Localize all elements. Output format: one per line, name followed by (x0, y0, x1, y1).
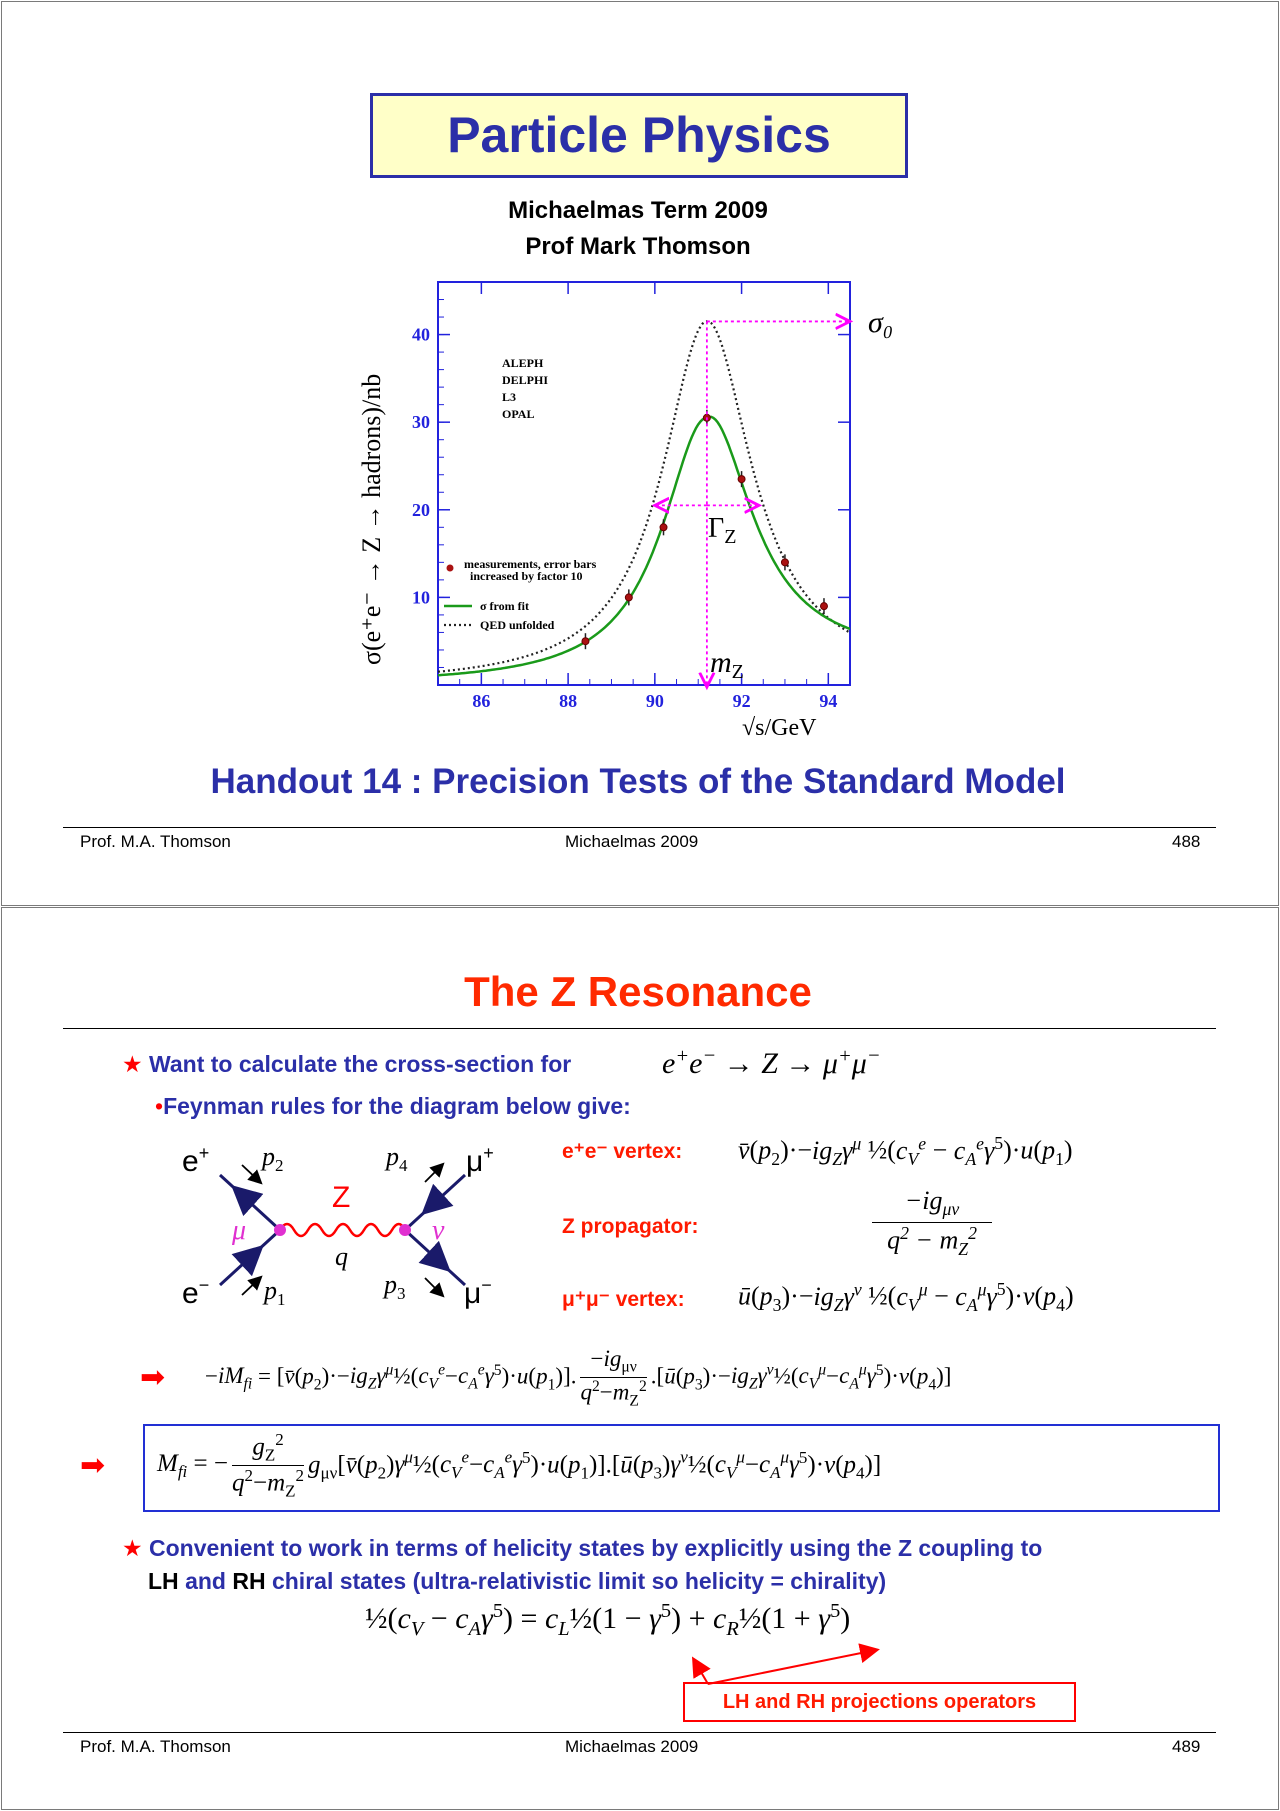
legend-measurements-2: increased by factor 10 (470, 569, 583, 583)
page-title: Particle Physics (447, 107, 831, 163)
title-box (370, 93, 908, 178)
legend-fit: σ from fit (480, 599, 529, 613)
bullet-2-line2: LH and RH chiral states (ultra-relativistic limit so helicity = chirality) (148, 1568, 887, 1594)
footer-left-2: Prof. M.A. Thomson (80, 1737, 231, 1756)
propagator-label: Z propagator: (562, 1215, 699, 1238)
svg-text:p1: $p_1$ (264, 1276, 286, 1309)
x-tick-label-92: 92 (732, 691, 751, 711)
measurement-point-4 (738, 476, 745, 483)
gammaz-label: $\Gamma_Z$ (708, 513, 737, 548)
footer-rule-2 (63, 1732, 1216, 1733)
propagator-formula: $-ig_{\mu\nu}$ $q^2 - m_Z^2$ (872, 1186, 992, 1260)
vertex-mu (274, 1224, 286, 1236)
feynman-diagram (180, 1135, 510, 1315)
footer-center-2: Michaelmas 2009 (565, 1737, 699, 1756)
mz-label: $m_Z$ (710, 646, 744, 683)
footer-rule-1 (63, 827, 1216, 828)
svg-text:e−: e− (182, 1275, 210, 1310)
x-tick-labels (472, 691, 837, 711)
boxed-formula: $M_{fi}$ = − $\frac{g_Z^2}{q^2-m_Z^2}$ $g_{\mu\nu}[v̄(p_2)\gamma^\mu\frac{1}{2}(c_V^e-c_A^e\gamma^5)\cdot u(p_1)].[ū(p_3)\gamma^\nu\frac{1}{2}(c_V^\mu-c_A^\mu\gamma^5)\cdot v(p_4)]$ (157, 1430, 882, 1501)
y-axis-label: σ(e⁺e⁻ → Z → hadrons)/nb (357, 373, 386, 665)
legend-measurements: measurements, error bars (464, 557, 597, 571)
x-tick-label-90: 90 (645, 691, 664, 711)
sub-bullet-1: •Feynman rules for the diagram below give: (155, 1093, 631, 1119)
eplus-line (220, 1175, 280, 1230)
projection-arrows (680, 1640, 900, 1686)
arrow-icon-2: ➡ (80, 1449, 106, 1482)
z-lineshape-chart (350, 275, 920, 755)
svg-text:p3: $p_3$ (384, 1270, 406, 1303)
slide2-title: The Z Resonance (464, 968, 812, 1015)
legend-point-marker (447, 565, 454, 572)
star-icon: ★ (122, 1535, 143, 1561)
projection-operators-box (683, 1682, 1076, 1722)
y-tick-label-40: 40 (412, 324, 430, 345)
experiment-aleph: ALEPH (502, 356, 544, 370)
page-number-488: 488 (1172, 832, 1201, 851)
measurement-point-1 (625, 594, 632, 601)
sigma0-label: σ₀ (868, 306, 894, 339)
arrow-icon-1: ➡ (140, 1361, 166, 1394)
x-tick-label-94: 94 (819, 691, 838, 711)
footer-center-1: Michaelmas 2009 (565, 832, 699, 851)
measurement-point-5 (781, 559, 788, 566)
y-tick-label-20: 20 (412, 499, 430, 520)
vertex-nu (399, 1224, 411, 1236)
q-label: q (335, 1242, 348, 1271)
x-axis-label: √s/GeV (742, 715, 817, 741)
page-number-489: 489 (1172, 1737, 1201, 1756)
svg-text:p4: $p_4$ (386, 1142, 408, 1175)
dot-icon: • (155, 1093, 164, 1119)
y-tick-label-30: 30 (412, 412, 430, 433)
svg-text:μ−: μ− (464, 1275, 492, 1310)
nu-index-label: ν (432, 1215, 445, 1246)
z-label: Z (332, 1181, 351, 1214)
bullet-1: ★ Want to calculate the cross-section for (122, 1051, 572, 1077)
svg-text:μ+: μ+ (466, 1143, 494, 1178)
star-icon: ★ (122, 1051, 143, 1077)
measurement-point-0 (582, 638, 589, 645)
measurement-point-6 (820, 603, 827, 610)
measurement-point-2 (660, 524, 667, 531)
chiral-decomposition-formula: $\frac{1}{2}(c_V - c_A\gamma^5)$ = $c_L\frac{1}{2}(1 - \gamma^5)$ + $c_R\frac{1}{2}(1 + \gamma^5)$ (365, 1600, 851, 1640)
projection-operators-label: LH and RH projections operators (722, 1691, 1037, 1713)
z-propagator-wave (280, 1224, 405, 1236)
y-tick-label-10: 10 (412, 587, 430, 608)
mumu-vertex-label: μ⁺μ⁻ vertex: (562, 1288, 685, 1311)
experiment-l3: L3 (502, 390, 517, 404)
ee-vertex-label: e⁺e⁻ vertex: (562, 1140, 683, 1163)
process-formula: e+e− → Z → μ+μ− (662, 1045, 881, 1080)
term-line: Michaelmas Term 2009 (508, 197, 768, 224)
handout-title: Handout 14 : Precision Tests of the Standard Model (210, 762, 1066, 801)
title-rule (63, 1028, 1216, 1029)
footer-left-1: Prof. M.A. Thomson (80, 832, 231, 851)
svg-text:e+: e+ (182, 1143, 210, 1178)
matrix-element-equation: $-iM_{fi}$ = $[v̄(p_2)\cdot-ig_Z\gamma^\mu\frac{1}{2}(c_V^e-c_A^e\gamma^5)\cdot u(p_1)]$. $-ig_{\mu\nu}$ $q^2-m_Z^2$ $.[ū(p_3)\cdot-ig_Z\gamma^\nu\frac{1}{2}(c_V^\mu-c_A^\mu\gamma^5)\cdot v(p_4)]$ (205, 1346, 952, 1409)
y-tick-labels (412, 325, 430, 608)
mu-index-label: μ (232, 1215, 247, 1246)
experiment-delphi: DELPHI (502, 373, 549, 387)
x-tick-label-86: 86 (472, 691, 491, 711)
x-tick-label-88: 88 (559, 691, 578, 711)
svg-text:p2: $p_2$ (262, 1142, 284, 1175)
bullet-2: ★ Convenient to work in terms of helicity states by explicitly using the Z coupling to (122, 1535, 1043, 1561)
experiment-opal: OPAL (502, 407, 535, 421)
author-line: Prof Mark Thomson (525, 233, 751, 260)
ee-vertex-formula: $v̄(p_2)\cdot-ig_Z\gamma^\mu$ $\frac{1}{2}(c_V^e - c_A^e\gamma^5)\cdot u(p_1)$ (738, 1133, 1073, 1169)
legend-qed: QED unfolded (480, 618, 555, 632)
mumu-vertex-formula: $ū(p_3)\cdot-ig_Z\gamma^\nu$ $\frac{1}{2}(c_V^\mu - c_A^\mu\gamma^5)\cdot v(p_4)$ (738, 1279, 1074, 1315)
